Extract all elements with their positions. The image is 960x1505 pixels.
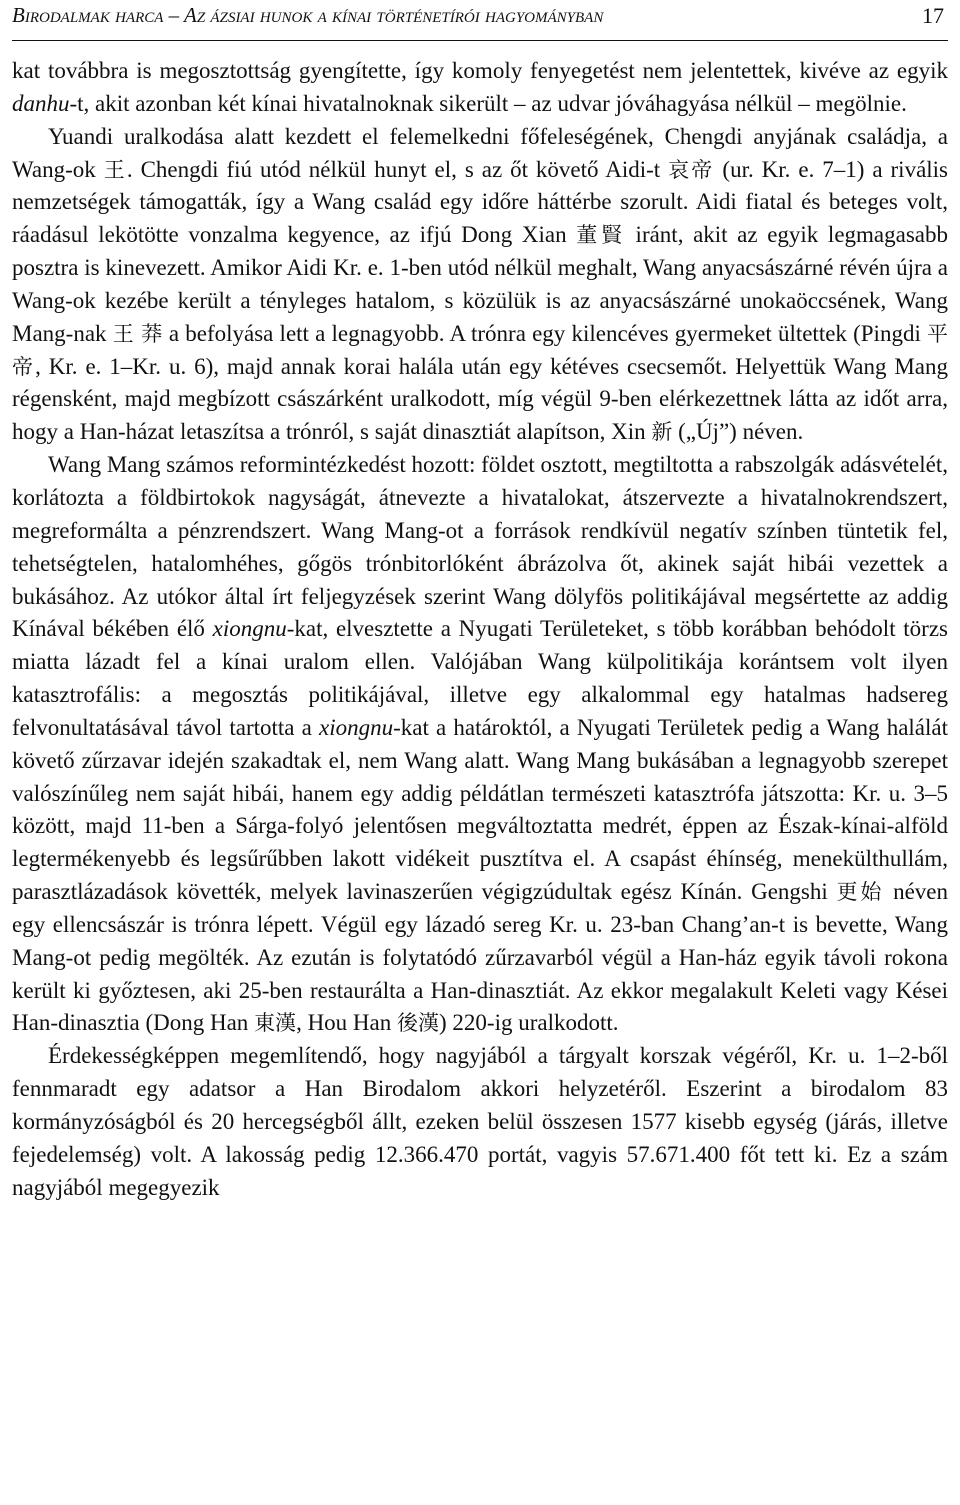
page-number: 17 — [922, 3, 944, 28]
running-header-title: Birodalmak harca – Az ázsiai hunok a kínai történetírói hagyományban — [12, 3, 604, 27]
paragraph — [12, 449, 948, 1040]
paragraph — [12, 121, 948, 449]
text-run: iránt, akit az egyik legmagasabb posztra is kinevezett. Amikor Aidi Kr. e. 1-ben utód nélkül meghalt, Wang anyacsászárné révén újra a Wang-ok kezébe került a tényleges hatalom, s közülük is az anyacsászárné unokaöccsének, Wang Mang-nak — [12, 222, 948, 346]
body-text — [12, 55, 948, 1205]
text-run: Yuandi uralkodása alatt kezdett el felemelkedni főfeleségének, Chengdi anyjának családja, a Wang-ok — [12, 123, 948, 182]
italic-term: danhu — [12, 90, 70, 116]
text-run: néven egy ellencsászár is trónra lépett. Végül egy lázadó sereg Kr. u. 23-ban Chang’an-t is bevette, Wang Mang-ot pedig megölték. Az ezután is folytatódó zűrzavarból végül a Han-ház egyik távoli rokona került ki győztesen, aki 25-ben restaurálta a Han-dinasztiát. Az ekkor megalakult Keleti vagy Kései Han-dinasztia (Dong Han — [12, 879, 949, 1036]
chinese-characters: 更始 — [836, 880, 885, 905]
text-run: Wang Mang számos reformintézkedést hozott: földet osztott, megtiltotta a rabszolgák adásvételét, korlátozta a földbirtokok nagyságát, átnevezte a hivatalokat, átszervezte a hivatalnokrendszert, megreformálta a pénzrendszert. Wang Mang-ot a források rendkívül negatív színben tüntetik fel, tehetségtelen, hatalomhéhes, gőgös trónbitorlóként ábrázolva őt, akinek saját hibái vezettek a bukásához. Az utókor által írt feljegyzések szerint Wang dölyfös politikájával megsértette az addig Kínával békében élő — [12, 452, 948, 642]
text-run: Érdekességképpen megemlítendő, hogy nagyjából a tárgyalt korszak végéről, Kr. u. 1–2-ből fennmaradt egy adatsor a Han Birodalom akkori helyzetéről. Eszerint a birodalom 83 kormányzóságból és 20 hercegségből állt, ezeken belül összesen 1577 kisebb egység (járás, illetve fejedelemség) volt. A lakosság pedig 12.366.470 portát, vagyis 57.671.400 főt tett ki. Ez a szám nagyjából megegyezik — [12, 1043, 948, 1200]
text-run: ) 220-ig uralkodott. — [439, 1010, 619, 1036]
chinese-characters: 董賢 — [576, 223, 626, 248]
text-run: -kat, elvesztette a Nyugati Területeket, s több korábban behódolt törzs miatta lázadt fel a kínai uralom ellen. Valójában Wang külpolitikája korántsem volt ilyen katasztrofális: a megosztás politikájával, illetve egy alkalommal egy hatalmas hadsereg felvonultatásával távol tartotta a — [12, 616, 948, 740]
chinese-characters: 王 — [103, 157, 127, 182]
text-run: a befolyása lett a legnagyobb. A trónra egy kilencéves gyermeket ültettek (Pingdi — [162, 320, 928, 346]
text-run: („Új”) néven. — [672, 419, 804, 445]
running-header — [12, 0, 948, 41]
text-run: kat továbbra is megosztottság gyengítette, így komoly fenyegetést nem jelentettek, kivéve az egyik — [12, 58, 948, 83]
text-run: -t, akit azonban két kínai hivatalnoknak sikerült – az udvar jóváhagyása nélkül – megölnie. — [69, 90, 907, 116]
text-run: , Kr. e. 1–Kr. u. 6), majd annak korai halála után egy kétéves csecsemőt. Helyettük Wang Mang régensként, majd megbízott császárként uralkodott, míg végül 9-ben elérkezettnek látta az időt arra, hogy a Han-házat letaszítsa a trónról, s saját dinasztiát alapítson, Xin — [12, 353, 949, 445]
italic-term: xiongnu — [212, 616, 287, 642]
chinese-characters: 東漢 — [254, 1011, 297, 1036]
chinese-characters: 王 莽 — [112, 321, 163, 346]
chinese-characters: 平帝 — [12, 321, 949, 379]
paragraph — [12, 1040, 948, 1204]
chinese-characters: 新 — [651, 420, 673, 445]
text-run: -kat a határoktól, a Nyugati Területek pedig a Wang halálát követő zűrzavar idején szakadtak el, nem Wang alatt. Wang Mang bukásában a legnagyobb szerepet valószínűleg nem saját hibái, hanem egy addig példátlan természeti katasztrófa játszotta: Kr. u. 3–5 között, majd 11-ben a Sárga-folyó jelentősen megváltoztatta medrét, éppen az Észak-kínai-alföld legtermékenyebb és legsűrűbben lakott vidékeit pusztítva el. A csapást éhínség, menekülthullám, parasztlázadások követték, melyek lavinaszerűen végigzúdultak egész Kínán. Gengshi — [12, 714, 948, 905]
text-run: . Chengdi fiú utód nélkül hunyt el, s az őt követő Aidi-t — [126, 156, 669, 182]
italic-term: xiongnu — [319, 714, 394, 740]
text-run: (ur. Kr. e. 7–1) a rivális nemzetségek támogatták, így a Wang család egy időre háttérbe szorult. Aidi fiatal és beteges volt, ráadásul lekötötte vonzalma kegyence, az ifjú Dong Xian — [12, 156, 949, 248]
paragraph — [12, 55, 948, 121]
chinese-characters: 哀帝 — [668, 157, 715, 182]
chinese-characters: 後漢 — [397, 1011, 439, 1036]
text-run: , Hou Han — [296, 1010, 397, 1036]
